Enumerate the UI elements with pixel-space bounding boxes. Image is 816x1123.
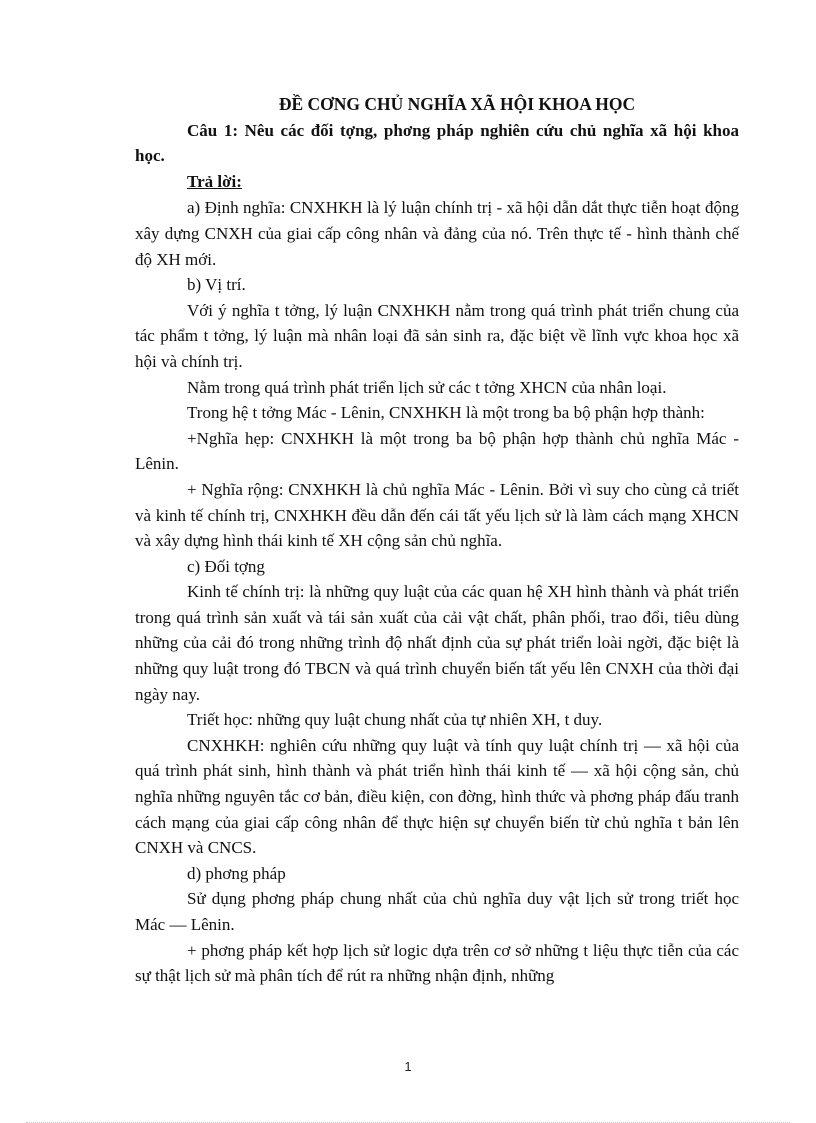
paragraph-political-economy: Kinh tế chính trị: là những quy luật của các quan hệ XH hình thành và phát triển trong quá trình sản xuất và tái sản xuất của cải vật chất, phân phối, trao đổi, tiêu dùng những của cải đó trong những trình độ nhất định của sự phát triển loài ngời, đặc biệt là những quy luật trong đó TBCN và quá trình chuyển biến tất yếu lên CNXH của thời đại ngày nay.	[135, 582, 739, 704]
paragraph-method-logic: + phơng pháp kết hợp lịch sử logic dựa trên cơ sở những t liệu thực tiễn của các sự thật lịch sử mà phân tích để rút ra những nhận định, những	[135, 940, 739, 986]
answer-label: Trả lời:	[187, 171, 242, 191]
paragraph-method-general: Sử dụng phơng pháp chung nhất của chủ nghĩa duy vật lịch sử trong triết học Mác — Lênin.	[135, 889, 739, 934]
paragraph-narrow-sense: +Nghĩa hẹp: CNXHKH là một trong ba bộ phận hợp thành chủ nghĩa Mác - Lênin.	[135, 428, 739, 474]
document-title: ĐỀ CƠNG CHỦ NGHĨA XÃ HỘI KHOA HỌC	[278, 94, 636, 114]
paragraph-broad-sense: + Nghĩa rộng: CNXHKH là chủ nghĩa Mác - Lênin. Bởi vì suy cho cùng cả triết và kinh tế chính trị, CNXHKH đều dẫn đến cái tất yếu lịch sử là làm cách mạng XHCN và xây dựng hình thái kinh tế XH cộng sản chủ nghĩa.	[135, 479, 739, 551]
paragraph-definition: a) Định nghĩa: CNXHKH là lý luận chính trị - xã hội dẫn dắt thực tiễn hoạt động xây dựng CNXH của giai cấp công nhân và đảng của nó. Trên thực tế - hình thành chế độ XH mới.	[135, 198, 739, 269]
paragraph-philosophy: Triết học: những quy luật chung nhất của tự nhiên XH, t duy.	[187, 710, 603, 730]
paragraph-position-system: Trong hệ t tởng Mác - Lênin, CNXHKH là một trong ba bộ phận hợp thành:	[187, 403, 705, 423]
paragraph-object-heading: c) Đối tợng	[187, 556, 265, 576]
question-heading: Câu 1: Nêu các đối tợng, phơng pháp nghiên cứu chủ nghĩa xã hội khoa học.	[135, 120, 739, 166]
paragraph-cnxhkh-object: CNXHKH: nghiên cứu những quy luật và tính quy luật chính trị — xã hội của quá trình phát sinh, hình thành và phát triển hình thái kinh tế — xã hội cộng sản, chủ nghĩa những nguyên tắc cơ bản, điều kiện, con đờng, hình thức và phơng pháp đấu tranh cách mạng của giai cấp công nhân để thực hiện sự chuyển biến từ chủ nghĩa t bản lên CNXH và CNCS.	[135, 735, 739, 858]
document-body	[135, 92, 739, 989]
paragraph-position-history: Nằm trong quá trình phát triển lịch sử các t tởng XHCN của nhân loại.	[187, 377, 667, 397]
paragraph-method-heading: d) phơng pháp	[187, 863, 286, 883]
paragraph-position-meaning: Với ý nghĩa t tởng, lý luận CNXHKH nằm trong quá trình phát triển chung của tác phẩm t tởng, lý luận mà nhân loại đã sản sinh ra, đặc biệt về lĩnh vực khoa học xã hội và chính trị.	[135, 300, 739, 371]
page-number: 1	[404, 1059, 412, 1074]
paragraph-position-heading: b) Vị trí.	[187, 275, 246, 295]
